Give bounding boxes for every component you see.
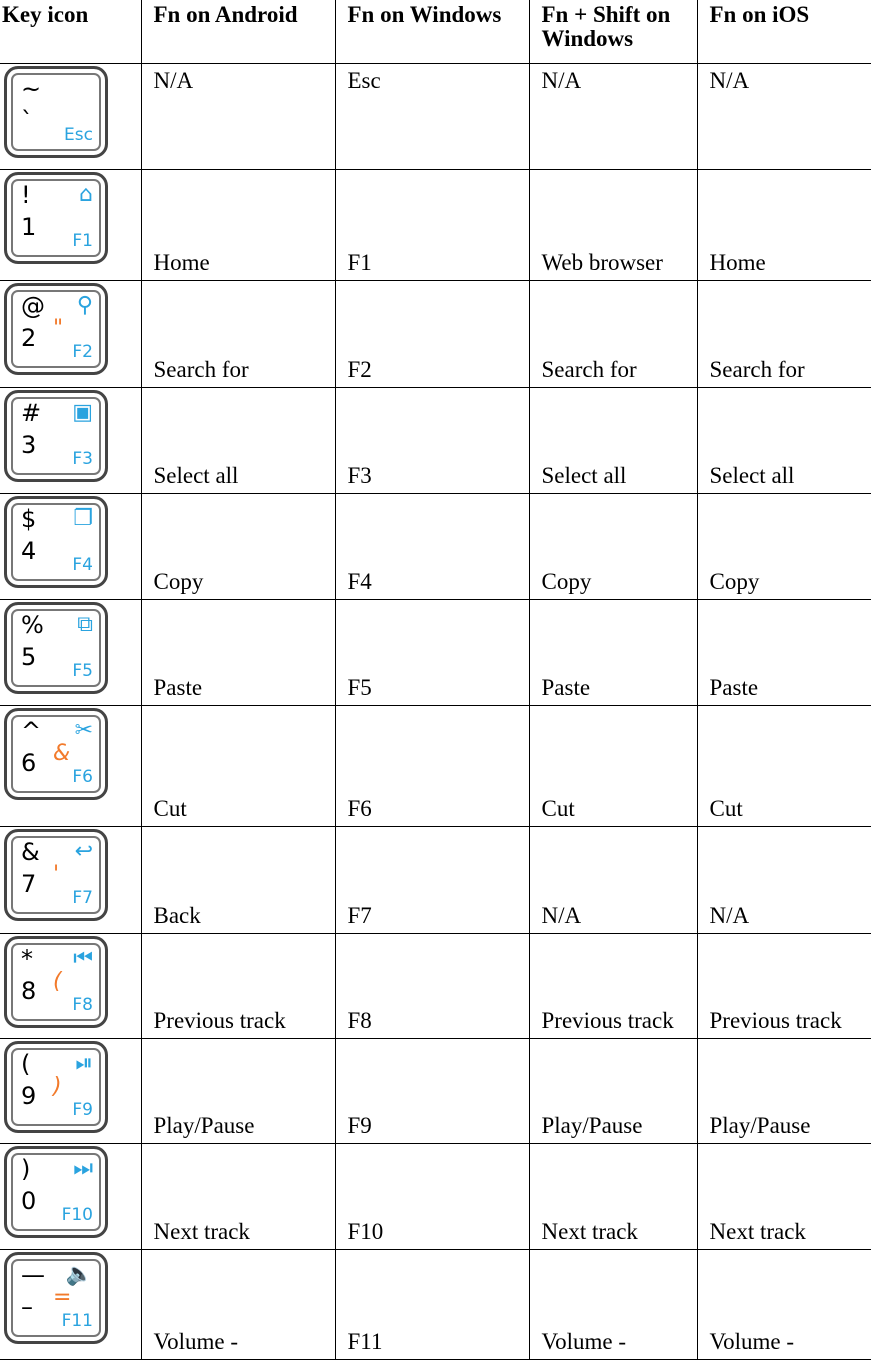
- android-cell: N/A: [141, 64, 335, 170]
- ios-cell: Play/Pause: [697, 1039, 871, 1144]
- key-icon-cell: [0, 600, 141, 706]
- keycap-icon: [4, 602, 108, 694]
- key-function-icon: ↩: [74, 839, 93, 864]
- shift-windows-cell: Volume -: [529, 1250, 697, 1360]
- table-row: [0, 170, 871, 281]
- keycap-icon: [4, 496, 108, 588]
- key-top-char: @: [21, 292, 45, 320]
- keycap-icon: [4, 1146, 108, 1238]
- windows-cell: F3: [335, 388, 529, 494]
- key-alt-char: ": [53, 316, 64, 341]
- table-row: [0, 1250, 871, 1360]
- android-cell: Back: [141, 827, 335, 934]
- windows-cell: F11: [335, 1250, 529, 1360]
- windows-cell: Esc: [335, 64, 529, 170]
- key-fn-label: Esc: [64, 125, 93, 145]
- table-row: [0, 934, 871, 1039]
- ios-cell: Cut: [697, 706, 871, 827]
- key-alt-char: &: [53, 741, 71, 766]
- ios-cell: N/A: [697, 64, 871, 170]
- windows-cell: F6: [335, 706, 529, 827]
- key-top-char: ^: [21, 717, 42, 745]
- android-cell: Previous track: [141, 934, 335, 1039]
- key-alt-char: ': [53, 862, 60, 887]
- android-cell: Search for: [141, 281, 335, 388]
- shift-windows-cell: N/A: [529, 64, 697, 170]
- key-top-char: ): [21, 1155, 31, 1183]
- header-row: [0, 0, 871, 64]
- table-row: [0, 827, 871, 934]
- key-top-char: %: [21, 611, 44, 639]
- header-ios: Fn on iOS: [697, 0, 871, 64]
- keycap-icon: [4, 390, 108, 482]
- key-top-char: (: [21, 1050, 31, 1078]
- shift-windows-cell: Previous track: [529, 934, 697, 1039]
- shift-windows-cell: Next track: [529, 1144, 697, 1250]
- key-alt-char: =: [53, 1285, 72, 1310]
- table-row: [0, 1039, 871, 1144]
- ios-cell: Volume -: [697, 1250, 871, 1360]
- shift-windows-cell: Select all: [529, 388, 697, 494]
- key-icon-cell: [0, 281, 141, 388]
- android-cell: Next track: [141, 1144, 335, 1250]
- keycap-icon: [4, 66, 108, 158]
- keycap-icon: [4, 708, 108, 800]
- key-icon-cell: [0, 388, 141, 494]
- header-shift-windows: Fn + Shift on Windows: [529, 0, 697, 64]
- android-cell: Paste: [141, 600, 335, 706]
- table-row: [0, 494, 871, 600]
- key-alt-char: (: [53, 969, 62, 994]
- key-bottom-char: 4: [21, 537, 37, 565]
- key-alt-char: ): [53, 1074, 62, 1099]
- shift-windows-cell: Paste: [529, 600, 697, 706]
- key-bottom-char: 1: [21, 213, 37, 241]
- key-fn-label: F6: [72, 767, 93, 787]
- windows-cell: F10: [335, 1144, 529, 1250]
- keycap-icon: [4, 829, 108, 921]
- key-fn-label: F8: [72, 995, 93, 1015]
- key-icon-cell: [0, 1250, 141, 1360]
- header-android: Fn on Android: [141, 0, 335, 64]
- header-windows: Fn on Windows: [335, 0, 529, 64]
- key-fn-label: F1: [72, 231, 93, 251]
- key-function-icon: 🔈: [65, 1262, 93, 1287]
- ios-cell: Next track: [697, 1144, 871, 1250]
- key-bottom-char: 9: [21, 1082, 37, 1110]
- key-function-icon: ⌂: [79, 182, 93, 207]
- shift-windows-cell: Play/Pause: [529, 1039, 697, 1144]
- key-function-icon: ⏭: [73, 1156, 93, 1181]
- key-bottom-char: 3: [21, 431, 37, 459]
- key-bottom-char: 6: [21, 749, 37, 777]
- android-cell: Copy: [141, 494, 335, 600]
- header-key-icon: Key icon: [0, 0, 141, 64]
- key-top-char: —: [21, 1261, 45, 1289]
- keycap-icon: [4, 283, 108, 375]
- windows-cell: F8: [335, 934, 529, 1039]
- key-icon-cell: [0, 934, 141, 1039]
- key-fn-label: F10: [61, 1205, 93, 1225]
- key-top-char: ~: [21, 75, 42, 103]
- ios-cell: Home: [697, 170, 871, 281]
- ios-cell: Search for: [697, 281, 871, 388]
- keycap-icon: [4, 936, 108, 1028]
- key-fn-label: F4: [72, 555, 93, 575]
- key-top-char: *: [21, 945, 33, 973]
- key-function-icon: ⏯: [75, 1051, 93, 1076]
- key-icon-cell: [0, 64, 141, 170]
- key-bottom-char: 5: [21, 643, 37, 671]
- table-row: [0, 706, 871, 827]
- ios-cell: Previous track: [697, 934, 871, 1039]
- android-cell: Cut: [141, 706, 335, 827]
- shift-windows-cell: N/A: [529, 827, 697, 934]
- windows-cell: F5: [335, 600, 529, 706]
- android-cell: Select all: [141, 388, 335, 494]
- android-cell: Volume -: [141, 1250, 335, 1360]
- key-bottom-char: 0: [21, 1187, 37, 1215]
- key-function-icon: ❐: [73, 506, 93, 531]
- ios-cell: N/A: [697, 827, 871, 934]
- key-fn-label: F3: [72, 449, 93, 469]
- key-bottom-char: `: [21, 107, 33, 135]
- key-icon-cell: [0, 827, 141, 934]
- keycap-icon: [4, 172, 108, 264]
- android-cell: Play/Pause: [141, 1039, 335, 1144]
- key-fn-label: F5: [72, 661, 93, 681]
- key-fn-label: F11: [61, 1311, 93, 1331]
- shift-windows-cell: Cut: [529, 706, 697, 827]
- key-function-icon: ⧉: [77, 612, 93, 637]
- key-top-char: &: [21, 838, 40, 866]
- key-icon-cell: [0, 170, 141, 281]
- key-icon-cell: [0, 706, 141, 827]
- windows-cell: F2: [335, 281, 529, 388]
- windows-cell: F9: [335, 1039, 529, 1144]
- key-top-char: #: [21, 399, 42, 427]
- ios-cell: Select all: [697, 388, 871, 494]
- table-row: [0, 388, 871, 494]
- table-row: [0, 600, 871, 706]
- table-row: [0, 281, 871, 388]
- key-top-char: !: [21, 181, 31, 209]
- key-function-icon: ✂: [74, 718, 93, 743]
- table-row: [0, 1144, 871, 1250]
- windows-cell: F4: [335, 494, 529, 600]
- ios-cell: Paste: [697, 600, 871, 706]
- ios-cell: Copy: [697, 494, 871, 600]
- key-bottom-char: 8: [21, 977, 37, 1005]
- android-cell: Home: [141, 170, 335, 281]
- key-fn-label: F7: [72, 888, 93, 908]
- windows-cell: F1: [335, 170, 529, 281]
- shift-windows-cell: Search for: [529, 281, 697, 388]
- shift-windows-cell: Copy: [529, 494, 697, 600]
- keycap-icon: [4, 1041, 108, 1133]
- key-bottom-char: –: [21, 1293, 33, 1321]
- key-function-icon: ▣: [72, 400, 93, 425]
- keycap-icon: [4, 1252, 108, 1344]
- table-row: [0, 64, 871, 170]
- key-fn-label: F2: [72, 342, 93, 362]
- key-function-icon: ⚲: [76, 293, 93, 318]
- windows-cell: F7: [335, 827, 529, 934]
- key-bottom-char: 2: [21, 324, 37, 352]
- key-icon-cell: [0, 1039, 141, 1144]
- key-icon-cell: [0, 1144, 141, 1250]
- key-fn-label: F9: [72, 1100, 93, 1120]
- key-function-icon: ⏮: [73, 946, 93, 971]
- key-top-char: $: [21, 505, 37, 533]
- key-icon-cell: [0, 494, 141, 600]
- key-bottom-char: 7: [21, 870, 37, 898]
- shift-windows-cell: Web browser: [529, 170, 697, 281]
